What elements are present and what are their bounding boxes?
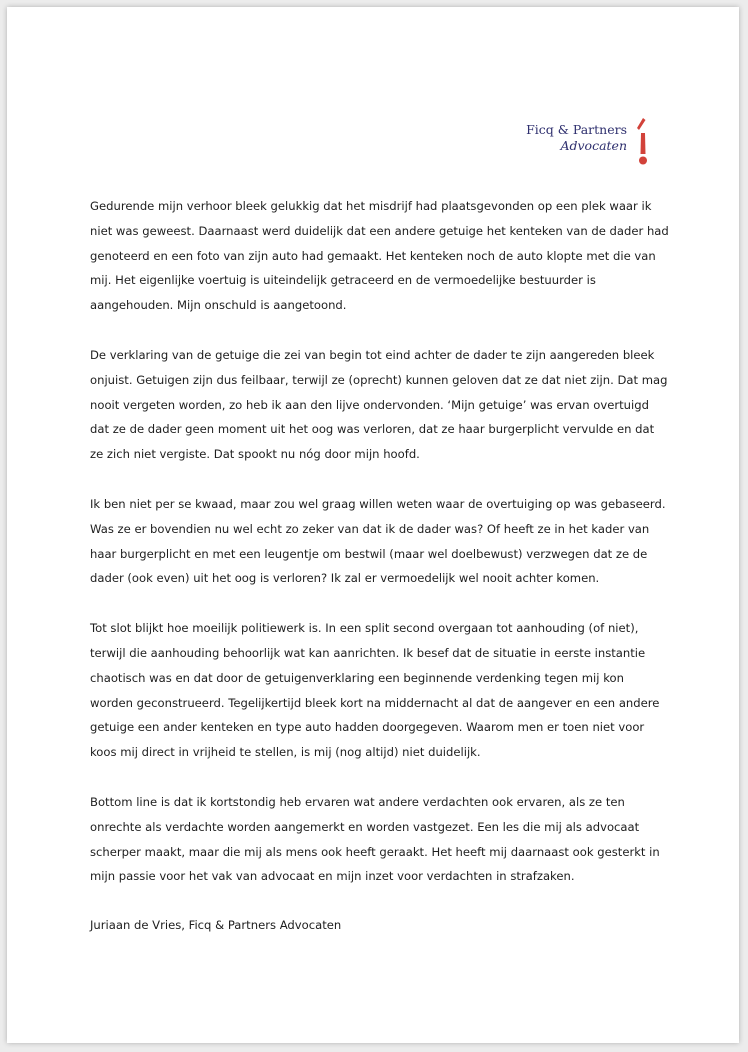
paragraph-4: Tot slot blijkt hoe moeilijk politiewerk is. In een split second overgaan tot aanhouding (of niet), terwijl die aanhouding behoorlijk wat kan aanrichten. Ik besef dat de situatie in eerste instantie chaotisch was en dat door de getuigenverklaring een beginnende verdenking tegen mij kon worden geconstrueerd. Tegelijkertijd bleek kort na middernacht al dat de aangever en een andere getuige een ander kenteken en type auto hadden doorgegeven. Waarom men er toen niet voor koos mij direct in vrijheid te stellen, is mij (nog altijd) niet duidelijk. (90, 621, 660, 760)
paragraph-3: Ik ben niet per se kwaad, maar zou wel graag willen weten waar de overtuiging op was gebaseerd. Was ze er bovendien nu wel echt zo zeker van dat ik de dader was? Of heeft ze in het kader van haar burgerplicht en met een leugentje om bestwil (maar wel doelbewust) verzwegen dat ze de dader (ook even) uit het oog is verloren? Ik zal er vermoedelijk wel nooit achter komen. (90, 496, 666, 586)
paragraph-2: De verklaring van de getuige die zei van begin tot eind achter de dader te zijn aangereden bleek onjuist. Getuigen zijn dus feilbaar, terwijl ze (oprecht) kunnen geloven dat ze dat niet zijn. Dat mag nooit vergeten worden, zo heb ik aan den lijve ondervonden. ‘Mijn getuige’ was ervan overtuigd dat ze de dader geen moment uit het oog was verloren, dat ze haar burgerplicht vervulde en dat ze zich niet vergiste. Dat spookt nu nóg door mijn hoofd. (90, 347, 668, 462)
letter-body (90, 194, 670, 963)
logo-brand-subtitle: Advocaten (560, 138, 627, 153)
document-page (7, 7, 739, 1043)
logo-brand-name: Ficq & Partners (526, 122, 627, 137)
paragraph-1: Gedurende mijn verhoor bleek gelukkig dat het misdrijf had plaatsgevonden op een plek waar ik niet was geweest. Daarnaast werd duidelijk dat een andere getuige het kenteken van de dader had genoteerd en een foto van zijn auto had gemaakt. Het kenteken noch de auto klopte met die van mij. Het eigenlijke voertuig is uiteindelijk getraceerd en de vermoedelijke bestuurder is aangehouden. Mijn onschuld is aangetoond. (90, 199, 669, 313)
company-logo (526, 118, 653, 168)
inverted-exclamation-mark-logo-icon (633, 118, 653, 166)
paragraph-5: Bottom line is dat ik kortstondig heb ervaren wat andere verdachten ook ervaren, als ze ten onrechte als verdachte worden aangemerkt en worden vastgezet. Een les die mij als advocaat scherper maakt, maar die mij als mens ook heeft geraakt. Het heeft mij daarnaast ook gesterkt in mijn passie voor het vak van advocaat en mijn inzet voor verdachten in strafzaken. (90, 794, 660, 884)
signature-line: Juriaan de Vries, Ficq & Partners Advocaten (90, 918, 342, 933)
